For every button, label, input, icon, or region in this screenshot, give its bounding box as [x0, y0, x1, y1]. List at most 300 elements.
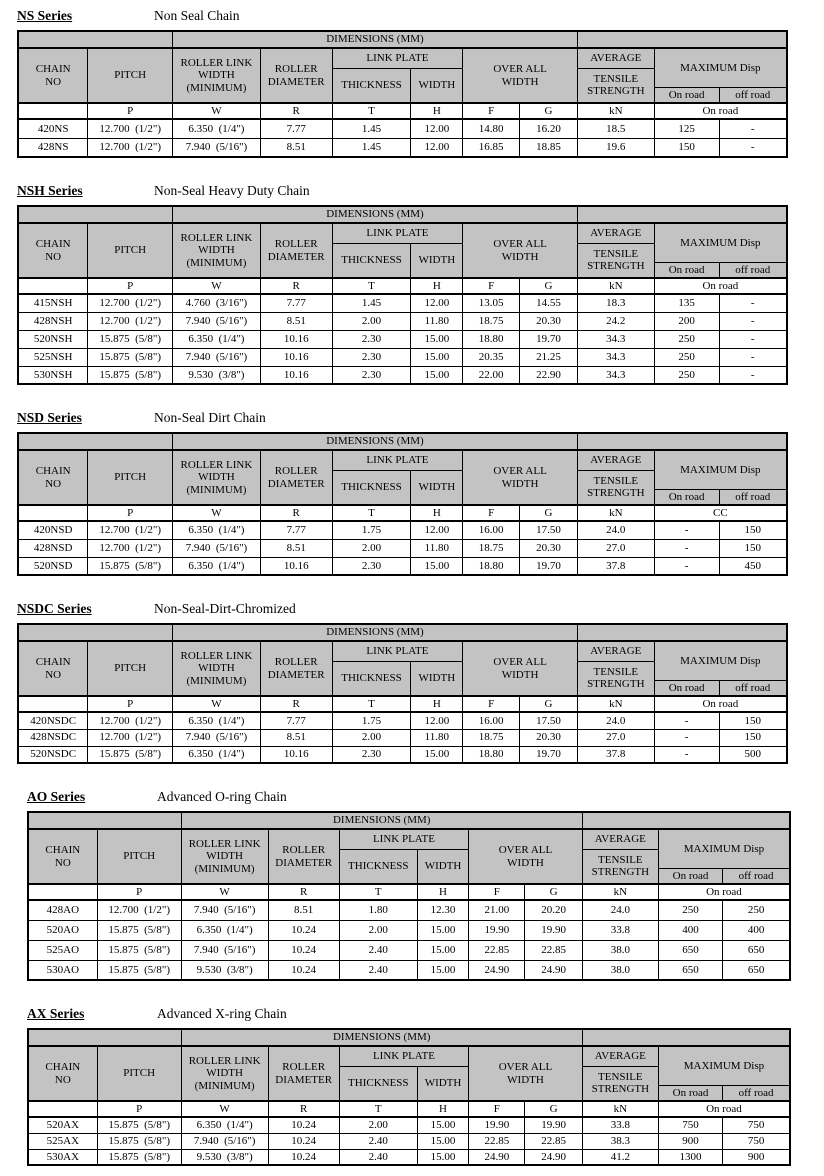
- table-row: [18, 119, 787, 138]
- cell-chain-no: 420NSD: [18, 521, 88, 539]
- cell-g: 24.90: [525, 1149, 582, 1165]
- cell-on-road: -: [654, 521, 719, 539]
- overall-width-header-cell: [463, 48, 578, 103]
- roller-diameter-header-cell: [268, 1046, 339, 1101]
- cell-roller-diameter: 10.16: [260, 366, 332, 384]
- on-road-header-cell: On road: [654, 262, 719, 278]
- off-road-header-cell: off road: [719, 680, 787, 696]
- width-header-cell: WIDTH: [411, 470, 463, 505]
- series-section-nsh: [17, 183, 824, 385]
- unit-cell-kn: kN: [577, 696, 654, 712]
- chain-no-header-cell: [18, 641, 88, 696]
- cell-width: 15.00: [411, 366, 463, 384]
- cell-width: 15.00: [411, 330, 463, 348]
- on-road-header-cell: On road: [654, 489, 719, 505]
- header-label-line: DIAMETER: [275, 856, 333, 869]
- cell-off-road: 150: [719, 539, 787, 557]
- series-section-nsdc: [17, 601, 824, 764]
- cell-width: 15.00: [417, 1117, 468, 1133]
- header-label-line: CHAIN: [35, 465, 71, 478]
- unit-cell-roller-link-width: W: [181, 884, 268, 900]
- cell-width: 11.80: [411, 312, 463, 330]
- cell-thickness: 2.00: [339, 1117, 417, 1133]
- cell-roller-link-width: 6.350 (1/4"): [181, 920, 268, 940]
- header-label-line: (MINIMUM): [186, 483, 247, 496]
- blank-header-cell: [18, 31, 173, 48]
- cell-on-road: 750: [658, 1117, 722, 1133]
- units-row: [18, 103, 787, 119]
- table-row: [18, 729, 787, 746]
- unit-cell-width: H: [411, 505, 463, 521]
- on-road-header-cell: On road: [654, 87, 719, 103]
- cell-thickness: 2.40: [339, 940, 417, 960]
- header-label-line: WIDTH: [501, 75, 539, 88]
- unit-cell-f: F: [463, 505, 520, 521]
- cell-pitch: 15.875 (5/8"): [97, 960, 181, 980]
- cell-on-road: 250: [654, 348, 719, 366]
- cell-on-road: 400: [658, 920, 722, 940]
- table-row: [18, 348, 787, 366]
- roller-diameter-header-cell: [260, 641, 332, 696]
- unit-cell-thickness: T: [332, 696, 411, 712]
- roller-link-width-header-cell: [173, 223, 261, 278]
- thickness-header-cell: THICKNESS: [332, 243, 411, 278]
- cell-on-road: -: [654, 746, 719, 763]
- unit-cell-kn: kN: [577, 505, 654, 521]
- on-road-header-cell: On road: [658, 868, 722, 884]
- on-road-header-cell: On road: [654, 680, 719, 696]
- unit-cell-width: H: [411, 696, 463, 712]
- unit-cell-pitch: P: [88, 696, 173, 712]
- cell-off-road: 450: [719, 557, 787, 575]
- table-row: [18, 539, 787, 557]
- cell-roller-link-width: 9.530 (3/8"): [173, 366, 261, 384]
- cell-f: 16.00: [463, 521, 520, 539]
- cell-f: 22.00: [463, 366, 520, 384]
- unit-cell-f: F: [469, 1101, 525, 1117]
- header-label-line: TENSILE: [593, 72, 639, 85]
- unit-cell-g: G: [525, 884, 582, 900]
- table-row: [28, 1117, 790, 1133]
- cell-off-road: 400: [723, 920, 790, 940]
- header-label-line: DIAMETER: [267, 250, 325, 263]
- cell-width: 12.00: [411, 521, 463, 539]
- cell-thickness: 2.30: [332, 746, 411, 763]
- unit-cell-g: G: [520, 505, 578, 521]
- cell-kn: 24.0: [577, 521, 654, 539]
- cell-f: 19.90: [469, 1117, 525, 1133]
- cell-chain-no: 428NSDC: [18, 729, 88, 746]
- link-plate-header-cell: LINK PLATE: [332, 450, 463, 470]
- maximum-disp-header-cell: MAXIMUM Disp: [658, 829, 790, 868]
- section-title: [17, 8, 824, 25]
- cell-thickness: 2.00: [332, 729, 411, 746]
- header-label-line: ROLLER: [274, 238, 318, 251]
- pitch-header-cell: PITCH: [88, 48, 173, 103]
- series-name: AO Series: [27, 789, 86, 804]
- header-row: [18, 48, 787, 68]
- cell-roller-link-width: 4.760 (3/16"): [173, 294, 261, 312]
- cell-roller-diameter: 10.16: [260, 557, 332, 575]
- header-label-line: ROLLER: [274, 656, 318, 669]
- spec-table-ns: [17, 30, 788, 158]
- cell-roller-link-width: 9.530 (3/8"): [181, 1149, 268, 1165]
- overall-width-header-cell: [469, 829, 583, 884]
- cell-off-road: -: [719, 330, 787, 348]
- cell-f: 13.05: [463, 294, 520, 312]
- series-name: NSH Series: [17, 183, 83, 198]
- cell-roller-diameter: 8.51: [260, 312, 332, 330]
- blank-header-cell: [582, 812, 790, 829]
- unit-cell-f: F: [469, 884, 525, 900]
- cell-on-road: 650: [658, 940, 722, 960]
- cell-g: 17.50: [520, 521, 578, 539]
- unit-cell-pitch: P: [88, 505, 173, 521]
- roller-diameter-header-cell: [260, 450, 332, 505]
- cell-f: 18.75: [463, 729, 520, 746]
- cell-kn: 37.8: [577, 746, 654, 763]
- cell-roller-diameter: 10.24: [268, 960, 339, 980]
- cell-roller-diameter: 10.24: [268, 920, 339, 940]
- unit-cell-roller-diameter: R: [260, 278, 332, 294]
- cell-f: 18.80: [463, 746, 520, 763]
- table-row: [28, 960, 790, 980]
- header-label-line: (MINIMUM): [186, 256, 247, 269]
- cell-off-road: 150: [719, 712, 787, 729]
- off-road-header-cell: off road: [723, 868, 790, 884]
- cell-thickness: 2.30: [332, 366, 411, 384]
- cell-thickness: 2.40: [339, 1149, 417, 1165]
- series-subtitle: Advanced O-ring Chain: [157, 789, 287, 804]
- cell-f: 22.85: [469, 1133, 525, 1149]
- unit-cell-width: H: [417, 1101, 468, 1117]
- cell-f: 22.85: [469, 940, 525, 960]
- cell-off-road: 900: [723, 1149, 790, 1165]
- header-label-line: OVER ALL: [493, 465, 547, 478]
- header-label-line: (MINIMUM): [186, 674, 247, 687]
- header-label-line: CHAIN: [35, 238, 71, 251]
- section-title: [17, 410, 824, 427]
- cell-f: 16.85: [463, 138, 520, 157]
- cell-on-road: -: [654, 539, 719, 557]
- header-label-line: TENSILE: [593, 665, 639, 678]
- cell-roller-diameter: 10.24: [268, 1133, 339, 1149]
- thickness-header-cell: THICKNESS: [332, 661, 411, 696]
- cell-f: 18.80: [463, 557, 520, 575]
- thickness-header-cell: THICKNESS: [339, 1066, 417, 1101]
- dimensions-row: [28, 812, 790, 829]
- cell-thickness: 1.75: [332, 521, 411, 539]
- cell-pitch: 15.875 (5/8"): [88, 330, 173, 348]
- average-header-cell: AVERAGE: [582, 1046, 658, 1066]
- cell-width: 15.00: [417, 960, 468, 980]
- table-row: [28, 920, 790, 940]
- cell-on-road: -: [654, 557, 719, 575]
- cell-g: 22.85: [525, 1133, 582, 1149]
- header-label-line: STRENGTH: [591, 1083, 650, 1096]
- cell-roller-link-width: 7.940 (5/16"): [173, 312, 261, 330]
- cell-pitch: 15.875 (5/8"): [97, 1133, 181, 1149]
- cell-roller-diameter: 8.51: [260, 539, 332, 557]
- cell-roller-link-width: 7.940 (5/16"): [181, 900, 268, 920]
- link-plate-header-cell: LINK PLATE: [332, 641, 463, 661]
- width-header-cell: WIDTH: [417, 1066, 468, 1101]
- header-label-line: NO: [45, 668, 62, 681]
- cell-thickness: 2.00: [332, 539, 411, 557]
- blank-header-cell: [582, 1029, 790, 1046]
- cell-g: 18.85: [520, 138, 578, 157]
- unit-cell-chain-no: [28, 1101, 97, 1117]
- unit-cell-roller-diameter: R: [260, 103, 332, 119]
- header-label-line: STRENGTH: [587, 260, 645, 273]
- cell-chain-no: 520AX: [28, 1117, 97, 1133]
- dimensions-row: [18, 206, 787, 223]
- header-label-line: (MINIMUM): [186, 81, 247, 94]
- header-label-line: ROLLER: [282, 1061, 326, 1074]
- link-plate-header-cell: LINK PLATE: [339, 1046, 468, 1066]
- cell-g: 21.25: [520, 348, 578, 366]
- cell-roller-diameter: 7.77: [260, 521, 332, 539]
- header-row: [28, 1046, 790, 1066]
- dimensions-row: [28, 1029, 790, 1046]
- overall-width-header-cell: [463, 223, 578, 278]
- cell-thickness: 1.45: [332, 294, 411, 312]
- dimensions-row: [18, 433, 787, 450]
- cell-chain-no: 525AX: [28, 1133, 97, 1149]
- cell-off-road: 150: [719, 521, 787, 539]
- cell-roller-diameter: 8.51: [260, 729, 332, 746]
- cell-on-road: 1300: [658, 1149, 722, 1165]
- cell-f: 18.75: [463, 539, 520, 557]
- series-name: AX Series: [27, 1006, 85, 1021]
- tensile-strength-header-cell: [577, 470, 654, 505]
- cell-thickness: 1.45: [332, 119, 411, 138]
- dimensions-row: [18, 31, 787, 48]
- cell-pitch: 12.700 (1/2"): [97, 900, 181, 920]
- maximum-disp-header-cell: MAXIMUM Disp: [654, 450, 787, 489]
- chain-no-header-cell: [18, 223, 88, 278]
- roller-link-width-header-cell: [181, 1046, 268, 1101]
- units-row: [28, 884, 790, 900]
- cell-thickness: 2.30: [332, 330, 411, 348]
- cell-width: 12.00: [411, 138, 463, 157]
- cell-g: 20.30: [520, 312, 578, 330]
- cell-kn: 19.6: [577, 138, 654, 157]
- units-span-cell: On road: [654, 278, 787, 294]
- overall-width-header-cell: [463, 450, 578, 505]
- cell-kn: 18.3: [577, 294, 654, 312]
- table-row: [28, 940, 790, 960]
- table-row: [18, 330, 787, 348]
- units-span-cell: On road: [654, 696, 787, 712]
- table-row: [18, 312, 787, 330]
- header-label-line: TENSILE: [593, 247, 639, 260]
- section-title: [17, 601, 824, 618]
- unit-cell-roller-link-width: W: [173, 103, 261, 119]
- cell-chain-no: 520NSH: [18, 330, 88, 348]
- header-label-line: WIDTH: [198, 471, 235, 484]
- cell-on-road: 125: [654, 119, 719, 138]
- spec-table-nsh: [17, 205, 788, 385]
- width-header-cell: WIDTH: [411, 243, 463, 278]
- cell-f: 24.90: [469, 960, 525, 980]
- cell-g: 16.20: [520, 119, 578, 138]
- cell-g: 19.70: [520, 330, 578, 348]
- header-label-line: DIAMETER: [267, 75, 325, 88]
- cell-thickness: 1.75: [332, 712, 411, 729]
- roller-link-width-header-cell: [181, 829, 268, 884]
- cell-pitch: 15.875 (5/8"): [88, 348, 173, 366]
- unit-cell-pitch: P: [88, 103, 173, 119]
- overall-width-header-cell: [463, 641, 578, 696]
- header-label-line: WIDTH: [501, 250, 539, 263]
- cell-roller-diameter: 7.77: [260, 712, 332, 729]
- unit-cell-g: G: [520, 103, 578, 119]
- blank-header-cell: [577, 206, 787, 223]
- blank-header-cell: [18, 433, 173, 450]
- maximum-disp-header-cell: MAXIMUM Disp: [654, 48, 787, 87]
- cell-width: 15.00: [417, 1149, 468, 1165]
- header-label-line: DIAMETER: [267, 477, 325, 490]
- cell-thickness: 2.40: [339, 1133, 417, 1149]
- roller-diameter-header-cell: [260, 48, 332, 103]
- roller-link-width-header-cell: [173, 450, 261, 505]
- cell-kn: 24.0: [577, 712, 654, 729]
- header-label-line: ROLLER LINK: [180, 57, 253, 70]
- header-label-line: ROLLER: [274, 63, 318, 76]
- cell-g: 19.90: [525, 920, 582, 940]
- header-label-line: OVER ALL: [498, 1061, 553, 1074]
- blank-header-cell: [28, 1029, 181, 1046]
- header-label-line: NO: [45, 477, 62, 490]
- cell-roller-link-width: 6.350 (1/4"): [173, 712, 261, 729]
- cell-pitch: 12.700 (1/2"): [88, 312, 173, 330]
- unit-cell-roller-link-width: W: [181, 1101, 268, 1117]
- cell-roller-link-width: 9.530 (3/8"): [181, 960, 268, 980]
- cell-chain-no: 428AO: [28, 900, 97, 920]
- cell-roller-link-width: 7.940 (5/16"): [181, 940, 268, 960]
- cell-off-road: 750: [723, 1117, 790, 1133]
- cell-chain-no: 520NSDC: [18, 746, 88, 763]
- blank-header-cell: [577, 433, 787, 450]
- header-label-line: STRENGTH: [587, 487, 645, 500]
- header-label-line: (MINIMUM): [194, 862, 255, 875]
- unit-cell-roller-link-width: W: [173, 505, 261, 521]
- chain-no-header-cell: [18, 450, 88, 505]
- cell-width: 11.80: [411, 539, 463, 557]
- table-row: [18, 138, 787, 157]
- unit-cell-thickness: T: [339, 1101, 417, 1117]
- unit-cell-chain-no: [18, 278, 88, 294]
- section-title: [27, 1006, 824, 1023]
- cell-chain-no: 520AO: [28, 920, 97, 940]
- cell-thickness: 2.30: [332, 348, 411, 366]
- dimensions-header-cell: DIMENSIONS (MM): [181, 1029, 582, 1046]
- spec-table-nsd: [17, 432, 788, 576]
- header-label-line: ROLLER LINK: [180, 650, 253, 663]
- header-label-line: NO: [45, 75, 62, 88]
- cell-pitch: 12.700 (1/2"): [88, 138, 173, 157]
- cell-off-road: 650: [723, 960, 790, 980]
- thickness-header-cell: THICKNESS: [332, 68, 411, 103]
- cell-on-road: 250: [654, 366, 719, 384]
- cell-off-road: 650: [723, 940, 790, 960]
- section-title: [17, 183, 824, 200]
- cell-g: 20.30: [520, 729, 578, 746]
- dimensions-header-cell: DIMENSIONS (MM): [173, 31, 578, 48]
- pitch-header-cell: PITCH: [97, 1046, 181, 1101]
- cell-roller-link-width: 6.350 (1/4"): [173, 521, 261, 539]
- table-row: [18, 712, 787, 729]
- unit-cell-g: G: [525, 1101, 582, 1117]
- cell-chain-no: 525NSH: [18, 348, 88, 366]
- dimensions-header-cell: DIMENSIONS (MM): [181, 812, 582, 829]
- off-road-header-cell: off road: [719, 489, 787, 505]
- unit-cell-thickness: T: [332, 278, 411, 294]
- width-header-cell: WIDTH: [417, 849, 468, 884]
- blank-header-cell: [577, 31, 787, 48]
- cell-roller-link-width: 6.350 (1/4"): [173, 119, 261, 138]
- cell-off-road: -: [719, 119, 787, 138]
- header-label-line: WIDTH: [206, 850, 243, 863]
- header-label-line: OVER ALL: [493, 238, 547, 251]
- chain-no-header-cell: [28, 1046, 97, 1101]
- cell-kn: 38.3: [582, 1133, 658, 1149]
- header-label-line: OVER ALL: [498, 844, 553, 857]
- unit-cell-thickness: T: [332, 505, 411, 521]
- cell-thickness: 2.00: [339, 920, 417, 940]
- thickness-header-cell: THICKNESS: [339, 849, 417, 884]
- header-label-line: ROLLER LINK: [180, 232, 253, 245]
- dimensions-header-cell: DIMENSIONS (MM): [173, 433, 578, 450]
- unit-cell-f: F: [463, 696, 520, 712]
- cell-pitch: 12.700 (1/2"): [88, 729, 173, 746]
- header-row: [18, 223, 787, 243]
- cell-kn: 38.0: [582, 960, 658, 980]
- off-road-header-cell: off road: [719, 262, 787, 278]
- header-row: [18, 641, 787, 661]
- cell-roller-diameter: 10.16: [260, 746, 332, 763]
- unit-cell-kn: kN: [577, 278, 654, 294]
- cell-width: 11.80: [411, 729, 463, 746]
- series-subtitle: Non Seal Chain: [154, 8, 240, 23]
- header-label-line: CHAIN: [35, 656, 71, 669]
- unit-cell-roller-diameter: R: [268, 884, 339, 900]
- cell-on-road: -: [654, 712, 719, 729]
- header-label-line: STRENGTH: [591, 866, 650, 879]
- header-label-line: DIAMETER: [275, 1073, 333, 1086]
- thickness-header-cell: THICKNESS: [332, 470, 411, 505]
- unit-cell-roller-link-width: W: [173, 696, 261, 712]
- cell-g: 20.30: [520, 539, 578, 557]
- cell-kn: 18.5: [577, 119, 654, 138]
- table-row: [28, 1149, 790, 1165]
- header-label-line: WIDTH: [198, 244, 235, 257]
- cell-off-road: -: [719, 294, 787, 312]
- cell-width: 15.00: [417, 1133, 468, 1149]
- cell-kn: 33.8: [582, 1117, 658, 1133]
- cell-chain-no: 530AX: [28, 1149, 97, 1165]
- units-span-cell: On road: [658, 1101, 790, 1117]
- series-subtitle: Advanced X-ring Chain: [157, 1006, 287, 1021]
- unit-cell-chain-no: [18, 505, 88, 521]
- dimensions-header-cell: DIMENSIONS (MM): [173, 206, 578, 223]
- blank-header-cell: [28, 812, 181, 829]
- cell-chain-no: 520NSD: [18, 557, 88, 575]
- cell-kn: 37.8: [577, 557, 654, 575]
- table-row: [28, 900, 790, 920]
- cell-width: 15.00: [411, 348, 463, 366]
